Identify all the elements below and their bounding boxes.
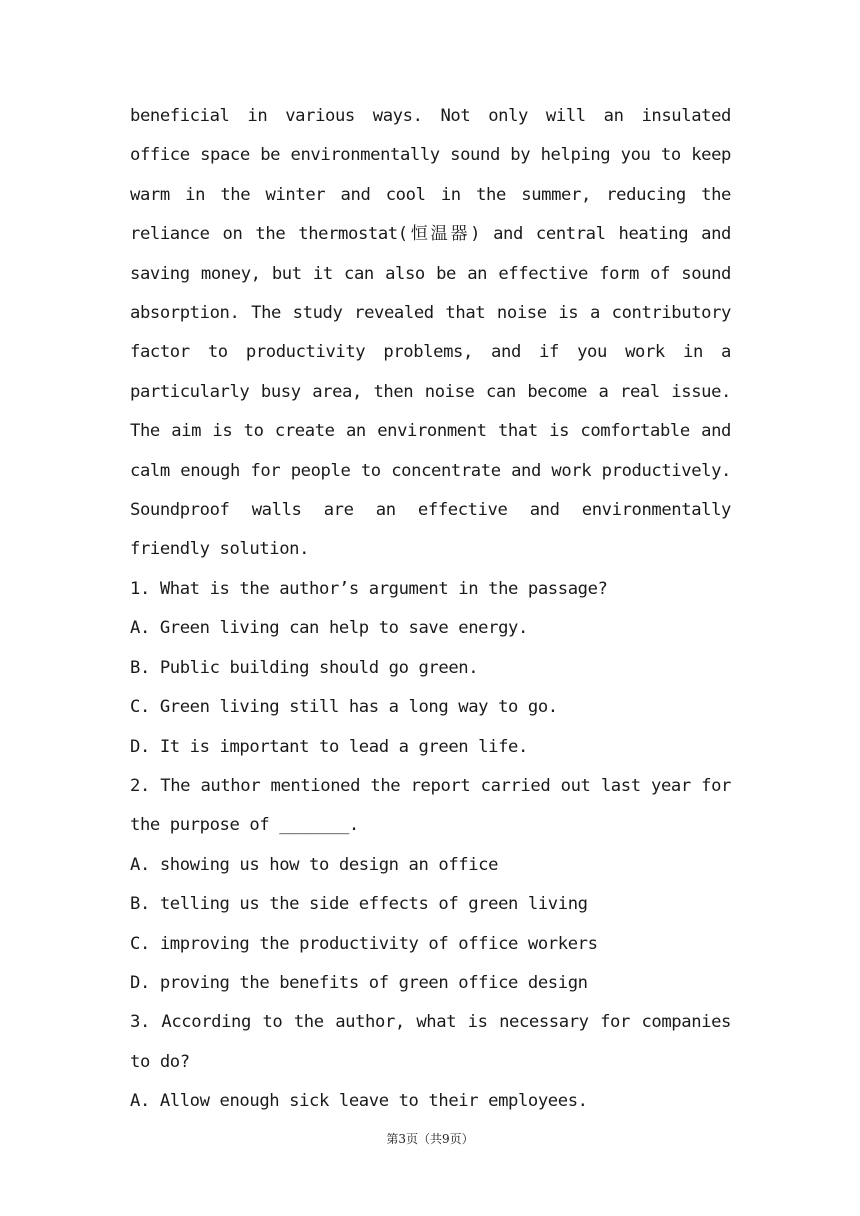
question-stem: 3. According to the author, what is necessary for companies to do? — [130, 1012, 731, 1072]
option-b: B. Public building should go green. — [130, 657, 479, 678]
question-2 — [130, 767, 731, 1003]
page-footer: 第3页（共9页） — [386, 1132, 474, 1146]
question-stem: 1. What is the author’s argument in the passage? — [130, 578, 608, 599]
question-3 — [130, 1003, 731, 1121]
option-c: C. improving the productivity of office workers — [130, 933, 598, 954]
option-b: B. telling us the side effects of green living — [130, 894, 588, 915]
option-d: D. proving the benefits of green office design — [130, 972, 588, 993]
option-a: A. Green living can help to save energy. — [130, 618, 528, 639]
passage-paragraph: beneficial in various ways. Not only will an insulated office space be environmentally sound by helping you to keep warm in the winter and cool in the summer, reducing the reliance on the thermostat(恒温器) and central heating and saving money, but it can also be an effective form of sound absorption. The study revealed that noise is a contributory factor to productivity problems, and if you work in a particularly busy area, then noise can become a real issue. The aim is to create an environment that is comfortable and calm enough for people to concentrate and work productively. Soundproof walls are an effective and environmentally friendly solution. — [130, 106, 731, 560]
option-a: A. showing us how to design an office — [130, 854, 499, 875]
option-c: C. Green living still has a long way to go. — [130, 697, 558, 718]
question-1 — [130, 570, 731, 767]
page-content — [130, 97, 731, 1122]
question-stem: 2. The author mentioned the report carried out last year for the purpose of _______. — [130, 775, 731, 836]
option-d: D. It is important to lead a green life. — [130, 736, 528, 757]
option-a: A. Allow enough sick leave to their employees. — [130, 1091, 588, 1112]
